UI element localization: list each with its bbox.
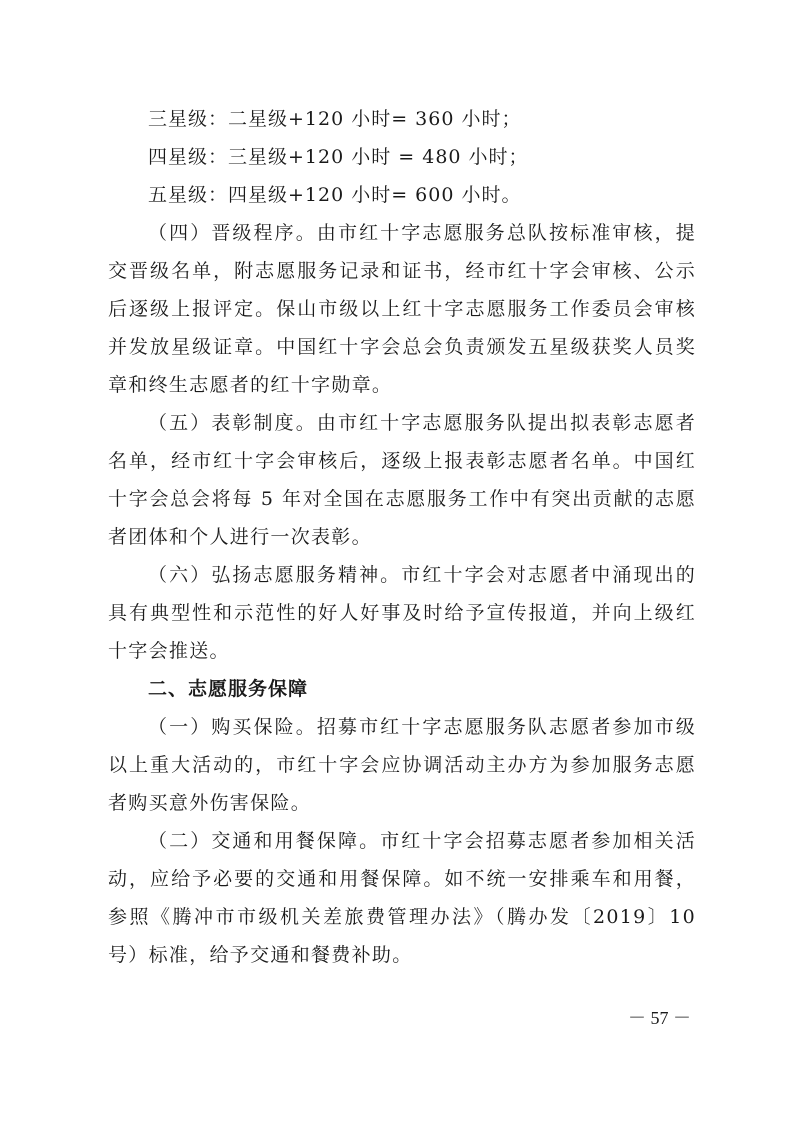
star-level-four-line: 四星级：三星级+120 小时 = 480 小时； — [148, 146, 529, 168]
volunteer-spirit-paragraph: （六）弘扬志愿服务精神。市红十字会对志愿者中涌现出的具有典型性和示范性的好人好事及时给予宣传报道，并向上级红十字会推送。 — [108, 564, 696, 662]
body-text — [108, 100, 696, 974]
insurance-paragraph: （一）购买保险。招募市红十字志愿服务队志愿者参加市级以上重大活动的，市红十字会应协调活动主办方为参加服务志愿者购买意外伤害保险。 — [108, 716, 696, 814]
page-number: － 57 － — [628, 1008, 691, 1028]
transport-meal-paragraph: （二）交通和用餐保障。市红十字会招募志愿者参加相关活动，应给予必要的交通和用餐保障。如不统一安排乘车和用餐，参照《腾冲市市级机关差旅费管理办法》（腾办发〔2019〕10 号）标准，给予交通和餐费补助。 — [108, 830, 696, 966]
section-heading: 二、志愿服务保障 — [148, 678, 309, 700]
star-level-three-line: 三星级：二星级+120 小时= 360 小时； — [148, 108, 522, 130]
promotion-procedure-paragraph: （四）晋级程序。由市红十字志愿服务总队按标准审核，提交晋级名单，附志愿服务记录和证书，经市红十字会审核、公示后逐级上报评定。保山市级以上红十字志愿服务工作委员会审核并发放星级证章。中国红十字会总会负责颁发五星级获奖人员奖章和终生志愿者的红十字勋章。 — [108, 222, 696, 396]
commendation-system-paragraph: （五）表彰制度。由市红十字志愿服务队提出拟表彰志愿者名单，经市红十字会审核后，逐级上报表彰志愿者名单。中国红十字会总会将每 5 年对全国在志愿服务工作中有突出贡献的志愿者团体和个人进行一次表彰。 — [108, 412, 696, 548]
star-level-five-line: 五星级：四星级+120 小时= 600 小时。 — [148, 184, 522, 206]
